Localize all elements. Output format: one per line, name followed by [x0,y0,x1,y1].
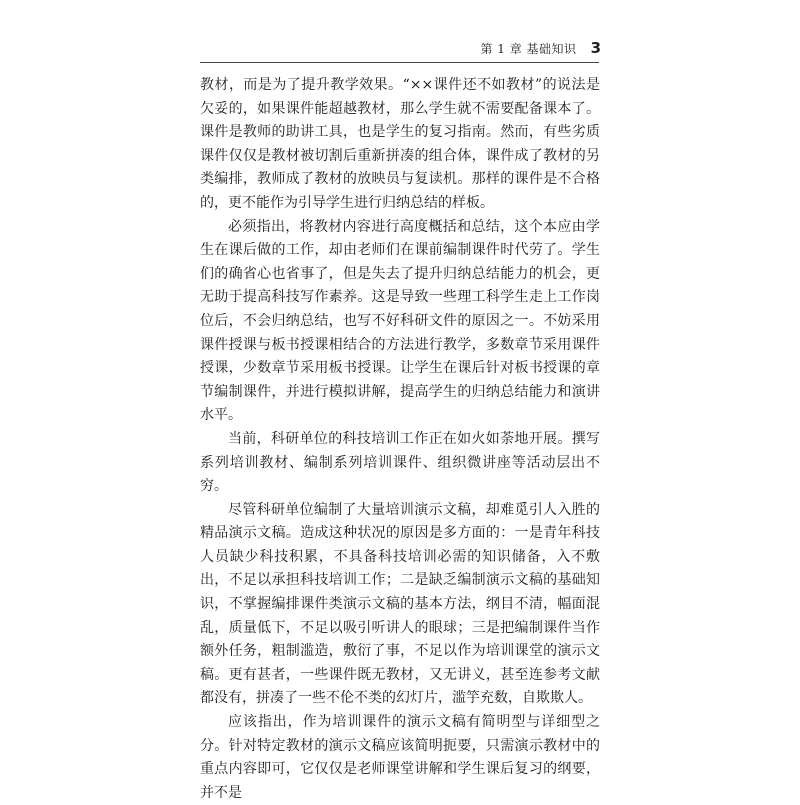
paragraph: 尽管科研单位编制了大量培训演示文稿，却难觅引人入胜的精品演示文稿。造成这种状况的原因是多方面的：一是青年科技人员缺少科技积累，不具备科技培训必需的知识储备，入不敷出，不足以承担科技培训工作；二是缺乏编制演示文稿的基础知识，不掌握编排课件类演示文稿的基本方法，纲目不清，幅面混乱，质量低下，不足以吸引听讲人的眼球；三是把编制课件当作额外任务，粗制滥造，敷衍了事，不足以作为培训课堂的演示文稿。更有甚者，一些课件既无教材，又无讲义，甚至连参考文献都没有，拼凑了一些不伦不类的幻灯片，滥竽充数，自欺欺人。 [200,501,600,707]
paragraph: 当前，科研单位的科技培训工作正在如火如荼地开展。撰写系列培训教材、编制系列培训课件、组织微讲座等活动层出不穷。 [200,430,600,495]
running-header [480,41,601,56]
page-number: 3 [590,39,601,57]
chapter-title: 第 1 章 基础知识 [480,42,577,56]
header-divider [200,62,599,63]
body-text [200,74,600,805]
paragraph-continued: 教材，而是为了提升教学效果。“××课件还不如教材”的说法是欠妥的，如果课件能超越教材，那么学生就不需要配备课本了。课件是教师的助讲工具，也是学生的复习指南。然而，有些劣质课件仅仅是教材被切割后重新拼凑的组合体，课件成了教材的另类编排，教师成了教材的放映员与复读机。那样的课件是不合格的，更不能作为引导学生进行归纳总结的样板。 [200,77,600,211]
paragraph: 应该指出，作为培训课件的演示文稿有简明型与详细型之分。针对特定教材的演示文稿应该简明扼要，只需演示教材中的重点内容即可，它仅仅是老师课堂讲解和学生课后复习的纲要，并不是 [200,714,600,801]
paragraph: 必须指出，将教材内容进行高度概括和总结，这个本应由学生在课后做的工作，却由老师们在课前编制课件时代劳了。学生们的确省心也省事了，但是失去了提升归纳总结能力的机会，更无助于提高科技写作素养。这是导致一些理工科学生走上工作岗位后，不会归纳总结，也写不好科研文件的原因之一。不妨采用课件授课与板书授课相结合的方法进行教学，多数章节采用课件授课，少数章节采用板书授课。让学生在课后针对板书授课的章节编制课件，并进行模拟讲解，提高学生的归纳总结能力和演讲水平。 [200,218,600,424]
